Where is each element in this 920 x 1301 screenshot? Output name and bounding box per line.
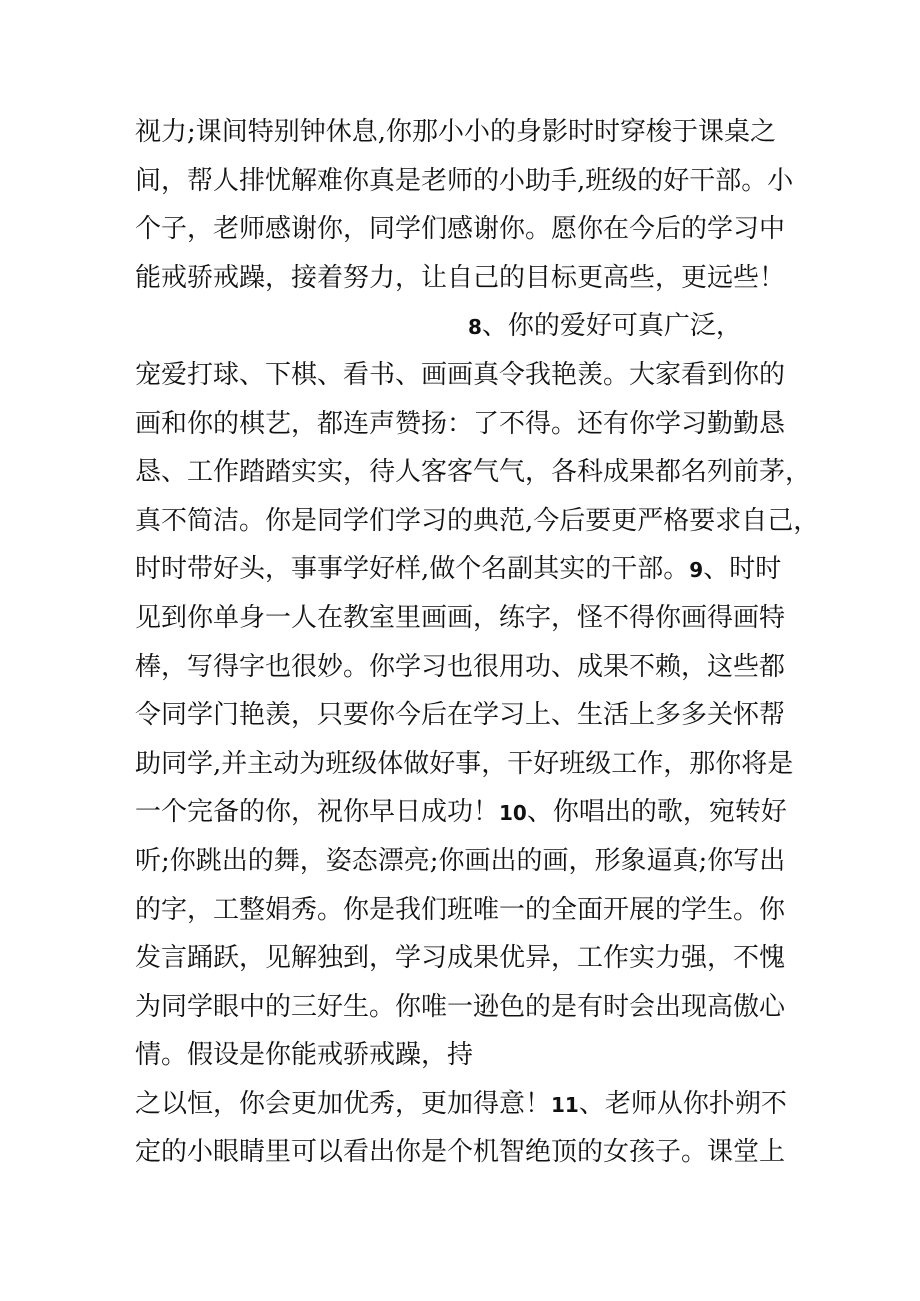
text-fragment: 、时时 (703, 554, 782, 585)
text-line: 宠爱打球、下棋、看书、画画真令我艳羡。大家看到你的 (135, 359, 786, 390)
text-line: 个子，老师感谢你，同学们感谢你。愿你在今后的学习中 (135, 214, 786, 245)
text-line: 令同学门艳羡，只要你今后在学习上、生活上多多关怀帮 (135, 700, 786, 731)
item-number-11: 11 (551, 1092, 579, 1117)
text-fragment: 一个完备的你，祝你早日成功！ (135, 797, 500, 828)
item-number-8: 8 (468, 315, 482, 340)
text-line (135, 788, 800, 837)
text-line: 画和你的棋艺，都连声赞扬：了不得。还有你学习勤勤恳 (135, 408, 786, 439)
text-line: 棒，写得字也很妙。你学习也很用功、成果不赖，这些都 (135, 651, 786, 682)
text-fragment: 、老师从你扑朔不 (578, 1088, 787, 1119)
text-fragment: 、你的爱好可真广泛， (481, 311, 742, 342)
text-line: 恳、工作踏踏实实，待人客客气气，各科成果都名列前茅， (135, 457, 812, 488)
text-fragment: 之以恒，你会更加优秀，更加得意！ (135, 1088, 552, 1119)
text-line: 发言踊跃，见解独到，学习成果优异，工作实力强，不愧 (135, 943, 786, 974)
text-line (135, 545, 800, 594)
item-number-9: 9 (689, 558, 704, 583)
document-body (135, 108, 820, 1177)
text-line: 为同学眼中的三好生。你唯一逊色的是有时会出现高傲心 (135, 991, 786, 1022)
text-line: 听;你跳出的舞，姿态漂亮;你画出的画，形象逼真;你写出 (135, 845, 786, 876)
text-line: 视力;课间特别钟休息,你那小小的身影时时穿梭于课桌之 (135, 117, 777, 147)
text-fragment: 时时带好头，事事学好样,做个名副其实的干部。 (135, 554, 690, 585)
text-line: 情。假设是你能戒骄戒躁，持 (135, 1040, 474, 1071)
text-line (135, 302, 800, 351)
text-line (135, 1080, 800, 1129)
text-line: 见到你单身一人在教室里画画，练字，怪不得你画得画特 (135, 602, 786, 633)
text-line: 间，帮人排忧解难你真是老师的小助手,班级的好干部。小 (135, 165, 794, 196)
text-line: 定的小眼睛里可以看出你是个机智绝顶的女孩子。课堂上 (135, 1137, 786, 1168)
text-line: 真不简洁。你是同学们学习的典范,今后要更严格要求自己， (135, 505, 820, 536)
text-fragment: 、你唱出的歌，宛转好 (526, 797, 787, 828)
text-line: 的字，工整娟秀。你是我们班唯一的全面开展的学生。你 (135, 894, 786, 925)
item-number-10: 10 (499, 801, 527, 826)
text-line: 能戒骄戒躁，接着努力，让自己的目标更高些，更远些！ (135, 262, 786, 293)
text-line: 助同学,并主动为班级体做好事，干好班级工作，那你将是 (135, 748, 794, 779)
